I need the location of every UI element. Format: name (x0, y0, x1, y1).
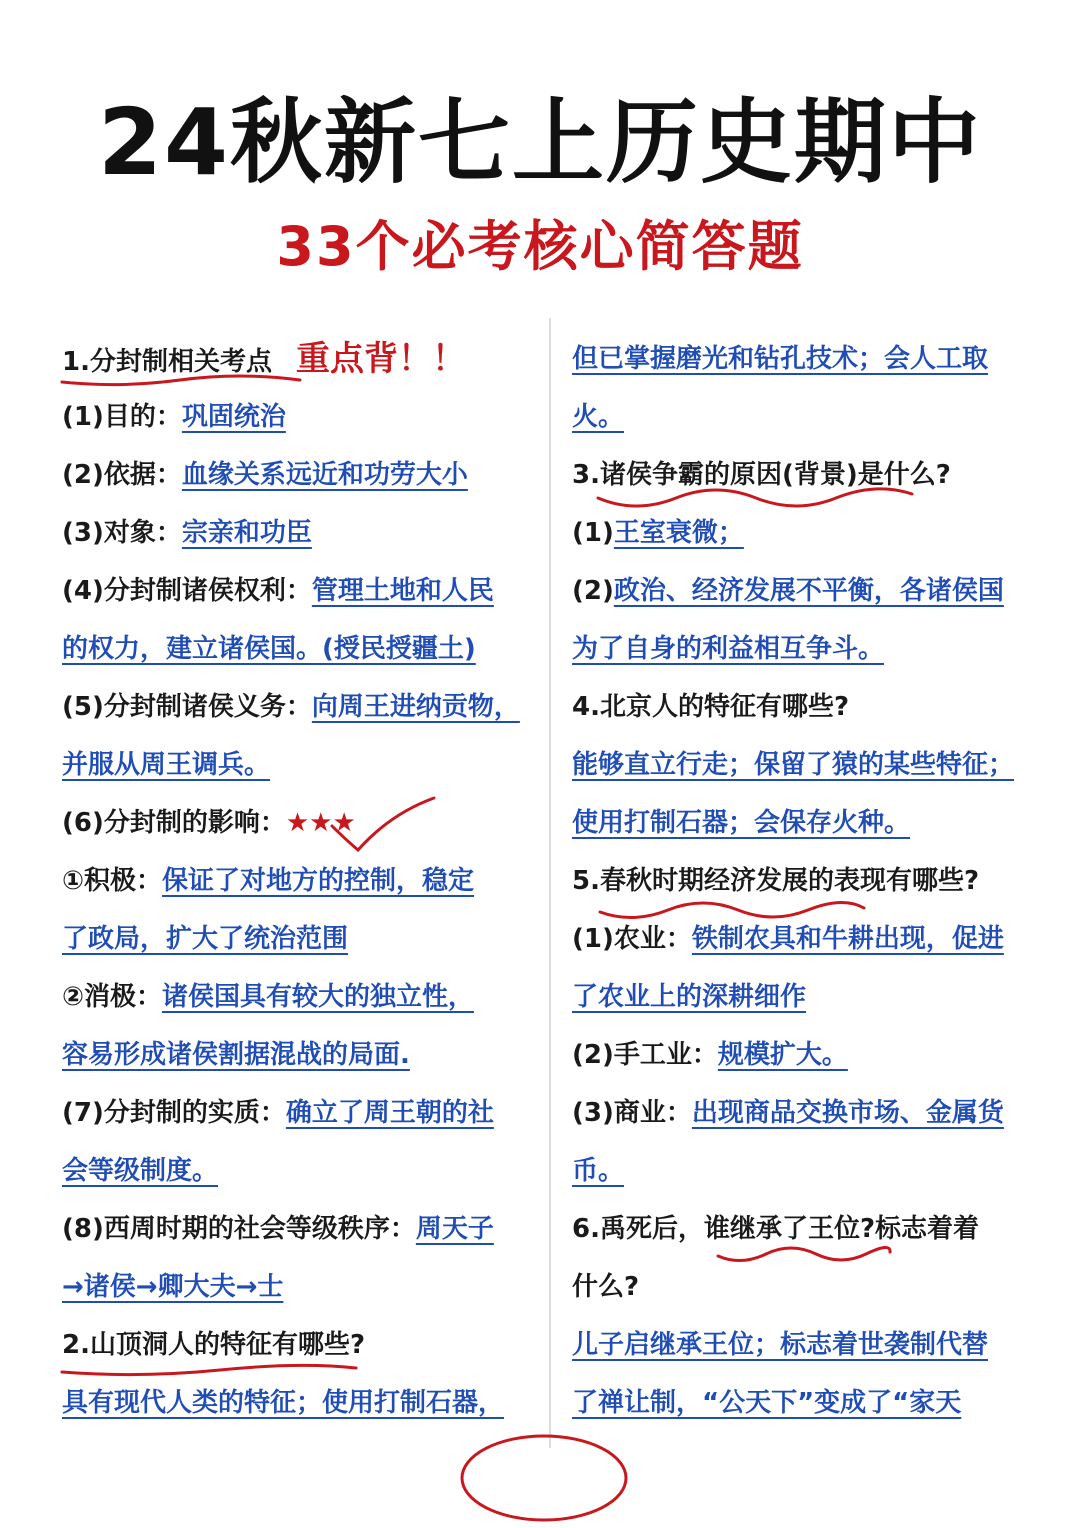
question-prefix: (1)农业： (572, 924, 692, 954)
text-line (572, 620, 1052, 678)
text-line (62, 910, 544, 968)
text-line (572, 1084, 1052, 1142)
text-line (62, 330, 544, 388)
answer-text: 了政局，扩大了统治范围 (62, 924, 349, 954)
red-circle-mark (458, 1428, 630, 1524)
answer-text: 周天子 (415, 1214, 494, 1244)
answer-text: 容易形成诸侯割据混战的局面. (62, 1040, 410, 1070)
answer-text: 的权力，建立诸侯国。(授民授疆土) (62, 634, 476, 664)
answer-text: 管理土地和人民 (311, 576, 494, 606)
question-prefix: (6)分封制的影响： (62, 808, 286, 838)
star-rating-icon: ★★★ (285, 808, 356, 838)
text-line (572, 1316, 1052, 1374)
text-line (62, 678, 544, 736)
answer-text: 铁制农具和牛耕出现，促进 (691, 924, 1004, 954)
question-prefix: (4)分封制诸侯权利： (62, 576, 312, 606)
column-divider (549, 318, 551, 1448)
text-line (62, 1200, 544, 1258)
text-line (572, 1026, 1052, 1084)
text-line (62, 1142, 544, 1200)
question-prefix: (3)商业： (572, 1098, 692, 1128)
answer-text: →诸侯→卿大夫→士 (62, 1272, 284, 1302)
answer-text: 为了自身的利益相互争斗。 (572, 634, 885, 664)
answer-text: 并服从周王调兵。 (62, 750, 271, 780)
answer-text: 了农业上的深耕细作 (572, 982, 807, 1012)
answer-text: 保证了对地方的控制，稳定 (162, 866, 475, 896)
highlight-note: 重点背！！ (295, 339, 466, 379)
answer-text: 诸侯国具有较大的独立性， (162, 982, 475, 1012)
text-line (62, 1374, 544, 1432)
answer-text: 具有现代人类的特征；使用打制石器， (62, 1388, 505, 1418)
answer-text: 了禅让制，“公天下”变成了“家天 (572, 1388, 962, 1418)
answer-text: 巩固统治 (181, 402, 286, 432)
question-prefix: ①积极： (62, 866, 163, 896)
text-line (62, 620, 544, 678)
text-line (572, 794, 1052, 852)
text-line (572, 1374, 1052, 1432)
question-prefix: 2.山顶洞人的特征有哪些? (62, 1330, 366, 1360)
question-prefix: (3)对象： (62, 518, 182, 548)
question-prefix: 6.禹死后，谁继承了王位?标志着着 (572, 1214, 980, 1244)
text-line (62, 1026, 544, 1084)
text-line (572, 678, 1052, 736)
answer-text: 政治、经济发展不平衡，各诸侯国 (613, 576, 1004, 606)
text-line (572, 736, 1052, 794)
question-prefix: 4.北京人的特征有哪些? (572, 692, 850, 722)
text-line (62, 1084, 544, 1142)
answer-text: 向周王进纳贡物， (311, 692, 520, 722)
text-line (62, 446, 544, 504)
text-line (572, 1258, 1052, 1316)
text-line (62, 1316, 544, 1374)
text-line (572, 910, 1052, 968)
answer-text: 王室衰微； (613, 518, 744, 548)
question-prefix: (2)手工业： (572, 1040, 718, 1070)
question-prefix: (2)依据： (62, 460, 182, 490)
question-prefix: (5)分封制诸侯义务： (62, 692, 312, 722)
answer-text: 火。 (572, 402, 625, 432)
question-prefix: (1) (572, 518, 614, 548)
text-line (62, 794, 544, 852)
answer-text: 儿子启继承王位；标志着世袭制代替 (572, 1330, 989, 1360)
text-line (62, 736, 544, 794)
text-line (62, 968, 544, 1026)
question-prefix: 5.春秋时期经济发展的表现有哪些? (572, 866, 980, 896)
text-line (572, 1200, 1052, 1258)
text-line (62, 562, 544, 620)
text-line (572, 330, 1052, 388)
answer-text: 使用打制石器；会保存火种。 (572, 808, 911, 838)
page-subtitle: 33个必考核心简答题 (276, 215, 804, 278)
question-prefix: (2) (572, 576, 614, 606)
text-line (572, 562, 1052, 620)
question-prefix: 什么? (572, 1272, 640, 1302)
right-column (572, 330, 1052, 1432)
answer-text: 血缘关系远近和功劳大小 (181, 460, 468, 490)
answer-text: 币。 (572, 1156, 625, 1186)
text-line (62, 852, 544, 910)
text-line (572, 852, 1052, 910)
question-prefix: ②消极： (62, 982, 163, 1012)
answer-text: 但已掌握磨光和钻孔技术；会人工取 (572, 344, 989, 374)
text-line (572, 968, 1052, 1026)
answer-text: 会等级制度。 (62, 1156, 219, 1186)
text-line (572, 446, 1052, 504)
question-prefix: 3.诸侯争霸的原因(背景)是什么? (572, 460, 951, 490)
text-line (62, 1258, 544, 1316)
text-line (572, 388, 1052, 446)
question-prefix: (7)分封制的实质： (62, 1098, 286, 1128)
text-line (572, 504, 1052, 562)
answer-text: 能够直立行走；保留了猿的某些特征； (572, 750, 1015, 780)
text-line (572, 1142, 1052, 1200)
answer-text: 确立了周王朝的社 (285, 1098, 494, 1128)
answer-text: 规模扩大。 (717, 1040, 848, 1070)
answer-text: 宗亲和功臣 (181, 518, 312, 548)
left-column (62, 330, 544, 1432)
page-title: 24秋新七上历史期中 (97, 89, 983, 196)
question-prefix: (1)目的： (62, 402, 182, 432)
answer-text: 出现商品交换市场、金属货 (691, 1098, 1004, 1128)
question-prefix: 1.分封制相关考点 (62, 347, 272, 377)
text-line (62, 388, 544, 446)
text-line (62, 504, 544, 562)
question-prefix: (8)西周时期的社会等级秩序： (62, 1214, 416, 1244)
